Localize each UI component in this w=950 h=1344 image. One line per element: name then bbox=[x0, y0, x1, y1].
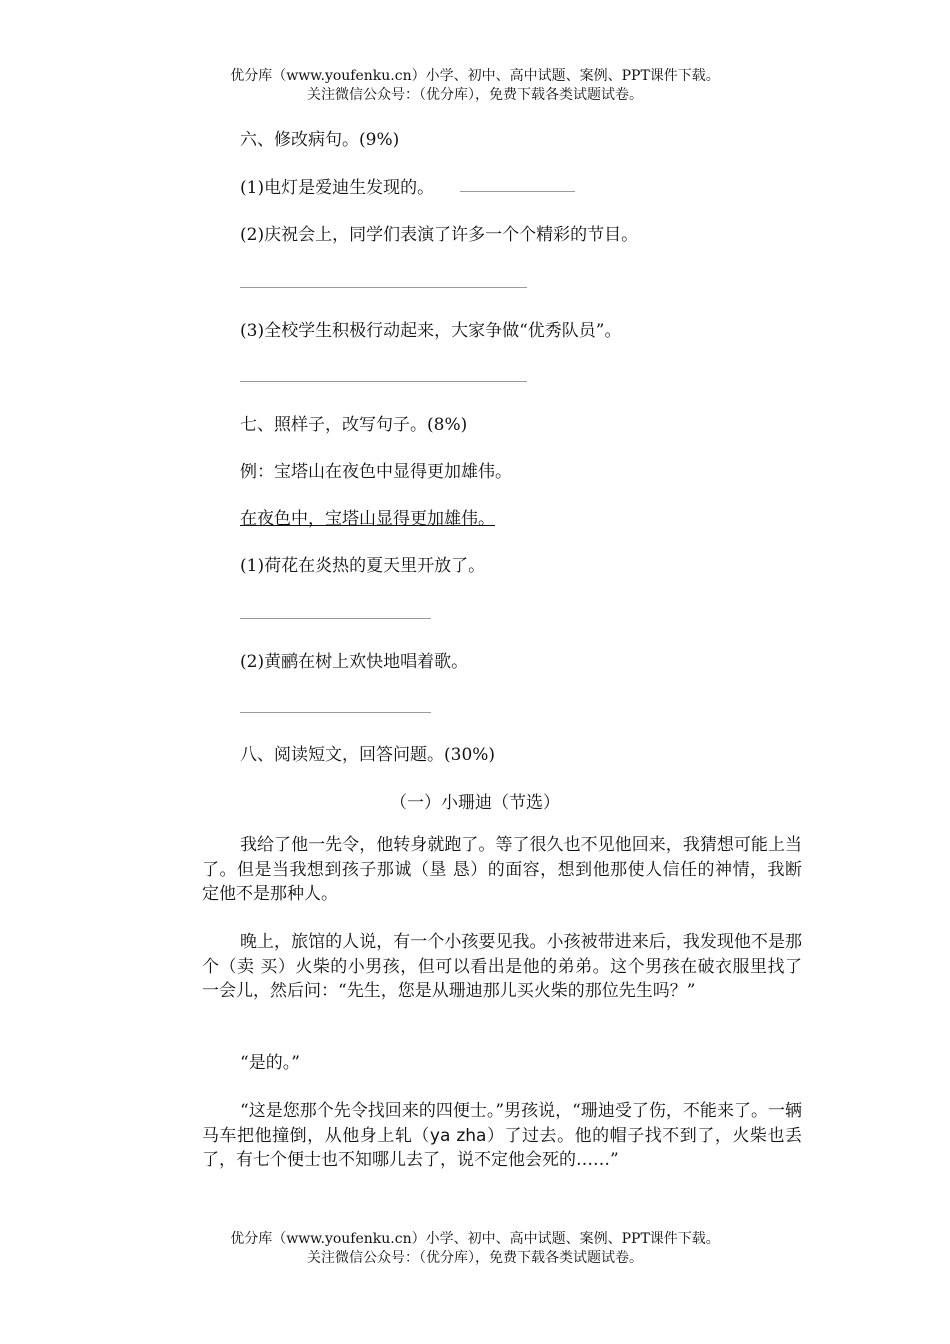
passage-paragraph-1: 我给了他一先令，他转身就跑了。等了很久也不见他回来，我猜想可能上当了。但是当我想到孩子那诚（垦 恳）的面容，想到他那使人信任的神情，我断定他不是那种人。 bbox=[202, 835, 802, 904]
answer-blank-7-1[interactable] bbox=[240, 618, 431, 619]
passage-paragraph-4 bbox=[202, 1099, 802, 1173]
passage-paragraph-3: “是的。” bbox=[240, 1053, 300, 1073]
answer-blank-6-3[interactable] bbox=[240, 381, 527, 382]
section-6-title: 六、修改病句。(9%) bbox=[240, 130, 400, 150]
section-7-question-2: (2)黄鹂在树上欢快地唱着歌。 bbox=[240, 652, 469, 672]
footer-line-2: 关注微信公众号：（优分库），免费下载各类试题试卷。 bbox=[307, 1250, 643, 1266]
header-line-2: 关注微信公众号：（优分库），免费下载各类试题试卷。 bbox=[307, 87, 643, 103]
answer-blank-7-2[interactable] bbox=[240, 712, 431, 713]
section-7-question-1: (1)荷花在炎热的夏天里开放了。 bbox=[240, 556, 486, 576]
page-footer bbox=[0, 1230, 950, 1268]
footer-line-1: 优分库（www.youfenku.cn）小学、初中、高中试题、案例、PPT课件下载。 bbox=[230, 1231, 720, 1247]
pinyin-ya-zha: ya zha bbox=[429, 1125, 487, 1146]
section-7-example: 例：宝塔山在夜色中显得更加雄伟。 bbox=[240, 462, 512, 482]
page-header bbox=[0, 67, 950, 105]
answer-blank-6-1[interactable] bbox=[460, 191, 575, 192]
passage-title: （一）小珊迪（节选） bbox=[390, 793, 560, 813]
section-6-question-2: (2)庆祝会上，同学们表演了许多一个个精彩的节目。 bbox=[240, 225, 639, 245]
section-8-title: 八、阅读短文，回答问题。(30%) bbox=[240, 745, 496, 765]
section-7-title: 七、照样子，改写句子。(8%) bbox=[240, 415, 468, 435]
passage-paragraph-2: 晚上，旅馆的人说，有一个小孩要见我。小孩被带进来后，我发现他不是那个（卖 买）火柴的小男孩，但可以看出是他的弟弟。这个男孩在破衣服里找了一会儿，然后问：“先生，您是从珊迪那儿买火柴的那位先生吗？” bbox=[202, 932, 802, 1001]
section-7-example-answer: 在夜色中，宝塔山显得更加雄伟。 bbox=[240, 509, 495, 529]
answer-blank-6-2[interactable] bbox=[240, 287, 527, 288]
paragraph-4-part-1: “这是您那个先令找回来的四便士。”男孩说，“珊迪受了伤，不能来了。一辆马车把他撞倒，从他身上轧（ bbox=[202, 1101, 802, 1146]
section-6-question-3: (3)全校学生积极行动起来，大家争做“优秀队员”。 bbox=[240, 321, 622, 341]
section-6-question-1: (1)电灯是爱迪生发现的。 bbox=[240, 178, 435, 198]
paragraph-4-part-2: ）了过去。他的帽子找不到了，火柴也丢了，有七个便士也不知哪儿去了，说不定他会死的……” bbox=[202, 1125, 802, 1170]
header-line-1: 优分库（www.youfenku.cn）小学、初中、高中试题、案例、PPT课件下载。 bbox=[230, 68, 720, 84]
